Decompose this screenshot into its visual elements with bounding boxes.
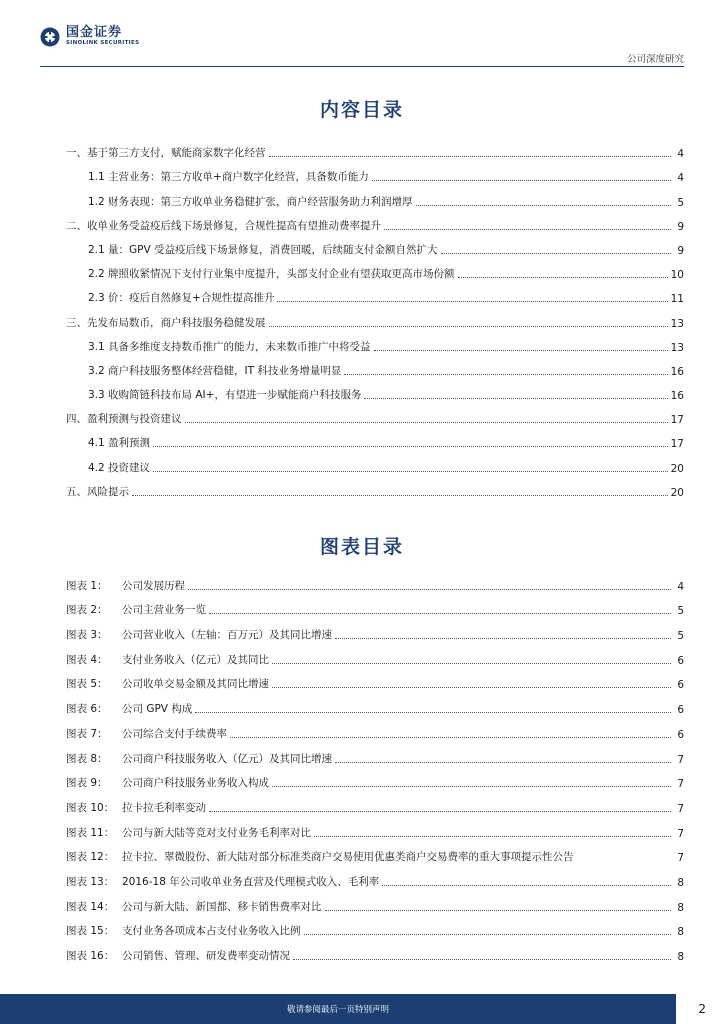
figure-entry[interactable] xyxy=(66,766,684,791)
figure-entry-label: 图表 2： xyxy=(66,604,108,617)
figure-entry[interactable] xyxy=(66,617,684,642)
toc-entry[interactable] xyxy=(66,330,684,354)
toc-entry[interactable] xyxy=(66,354,684,378)
dot-leader xyxy=(153,446,668,447)
toc-entry-page: 11 xyxy=(670,293,684,306)
figure-entry-label: 图表 5： xyxy=(66,678,108,691)
toc-entry[interactable] xyxy=(66,160,684,184)
figure-entry-label: 图表 6： xyxy=(66,703,108,716)
dot-leader xyxy=(335,762,671,763)
dot-leader xyxy=(364,398,667,399)
figure-entry[interactable] xyxy=(66,840,684,865)
toc-entry-page: 17 xyxy=(670,438,684,451)
figure-entry-page: 7 xyxy=(677,753,684,766)
dot-leader xyxy=(132,495,668,496)
figure-entry-label: 图表 8： xyxy=(66,752,108,765)
dot-leader xyxy=(416,205,671,206)
logo-chinese-name: 国金证券 xyxy=(66,25,123,40)
figure-entry-label: 图表 15： xyxy=(66,925,115,938)
toc-entry-page: 13 xyxy=(670,317,684,330)
toc-entry-page: 17 xyxy=(670,414,684,427)
dot-leader xyxy=(230,737,671,738)
toc-entry-title: 2.2 牌照收紧情况下支付行业集中度提升，头部支付企业有望获取更高市场份额 xyxy=(88,268,455,281)
figure-entry-label: 图表 4： xyxy=(66,653,108,666)
figure-entry-title: 支付业务收入（亿元）及其同比 xyxy=(122,653,269,666)
logo-english-name: SINOLINK SECURITIES xyxy=(66,40,140,46)
figure-entry[interactable] xyxy=(66,642,684,667)
figure-entry[interactable] xyxy=(66,593,684,618)
toc-entry-title: 二、收单业务受益疫后线下场景修复，合规性提高有望推动费率提升 xyxy=(66,219,381,232)
figure-entry-label: 图表 13： xyxy=(66,875,115,888)
figure-entry-title: 拉卡拉毛利率变动 xyxy=(122,801,206,814)
toc-entry[interactable] xyxy=(66,209,684,233)
logo-mark-icon xyxy=(40,27,60,47)
table-of-contents xyxy=(66,136,684,499)
figure-entry-title: 公司与新大陆等竞对支付业务毛利率对比 xyxy=(122,826,311,839)
figure-entry[interactable] xyxy=(66,864,684,889)
toc-entry[interactable] xyxy=(66,233,684,257)
toc-entry-title: 四、盈利预测与投资建议 xyxy=(66,413,182,426)
toc-entry[interactable] xyxy=(66,450,684,474)
figure-entry-title: 公司 GPV 构成 xyxy=(122,703,193,716)
dot-leader xyxy=(209,613,671,614)
disclaimer-note: 敬请参阅最后一页特别声明 xyxy=(286,1005,389,1015)
toc-entry-title: 3.3 收购简链科技布局 AI+，有望进一步赋能商户科技服务 xyxy=(88,389,362,402)
figure-entry-title: 公司商户科技服务业务收入构成 xyxy=(122,777,269,790)
figure-entry[interactable] xyxy=(66,815,684,840)
figure-entry-title: 公司主营业务一览 xyxy=(122,604,206,617)
dot-leader xyxy=(195,712,671,713)
figure-entry[interactable] xyxy=(66,889,684,914)
figure-entry-title: 公司商户科技服务收入（亿元）及其同比增速 xyxy=(122,752,332,765)
figure-entry-title: 公司收单交易金额及其同比增速 xyxy=(122,678,269,691)
dot-leader xyxy=(188,589,671,590)
figure-entry-page: 7 xyxy=(677,802,684,815)
figure-entry-page: 6 xyxy=(677,679,684,692)
figure-entry-label: 图表 12： xyxy=(66,851,115,864)
toc-entry-title: 4.1 盈利预测 xyxy=(88,437,151,450)
dot-leader xyxy=(372,180,671,181)
figure-entry-label: 图表 10： xyxy=(66,801,115,814)
figure-entry-title: 公司与新大陆、新国都、移卡销售费率对比 xyxy=(122,900,322,913)
toc-entry[interactable] xyxy=(66,378,684,402)
toc-entry-title: 五、风险提示 xyxy=(66,485,129,498)
dot-leader xyxy=(272,663,671,664)
figure-entry[interactable] xyxy=(66,741,684,766)
figure-entry-title: 公司营业收入（左轴：百万元）及其同比增速 xyxy=(122,629,332,642)
toc-entry-title: 3.1 具备多维度支持数币推广的能力，未来数币推广中将受益 xyxy=(88,340,371,353)
toc-entry-page: 4 xyxy=(677,148,684,161)
figure-entry-page: 7 xyxy=(677,778,684,791)
figure-entry-page: 8 xyxy=(677,876,684,889)
figure-entry-page: 5 xyxy=(677,630,684,643)
toc-entry-page: 10 xyxy=(670,269,684,282)
figure-entry-page: 8 xyxy=(677,951,684,963)
toc-entry[interactable] xyxy=(66,475,684,499)
toc-entry-title: 2.3 价：疫后自然修复+合规性提高推升 xyxy=(88,292,275,305)
toc-title: 内容目录 xyxy=(319,99,404,121)
dot-leader xyxy=(277,301,667,302)
figure-entry-title: 拉卡拉、翠微股份、新大陆对部分标准类商户交易使用优惠类商户交易费率的重大事项提示性公告 xyxy=(122,851,574,864)
figure-entry-page: 4 xyxy=(677,580,684,593)
toc-entry-title: 2.1 量：GPV 受益疫后线下场景修复，消费回暖，后续随支付金额自然扩大 xyxy=(88,243,438,256)
toc-entry-title: 1.1 主营业务：第三方收单+商户数字化经营，具备数币能力 xyxy=(88,171,369,184)
dot-leader xyxy=(458,277,668,278)
dot-leader xyxy=(314,836,671,837)
figure-entry[interactable] xyxy=(66,667,684,692)
toc-entry-page: 13 xyxy=(670,341,684,354)
page-number: 2 xyxy=(698,1002,706,1016)
figure-entry[interactable] xyxy=(66,790,684,815)
figure-entry[interactable] xyxy=(66,568,684,593)
page-footer xyxy=(0,994,724,1024)
figure-entry-title: 2016-18 年公司收单业务直营及代理模式收入、毛利率 xyxy=(122,875,380,888)
dot-leader xyxy=(209,811,671,812)
toc-entry-page: 16 xyxy=(670,390,684,403)
dot-leader xyxy=(269,156,672,157)
figure-entry-title: 公司综合支付手续费率 xyxy=(122,727,227,740)
figure-entry[interactable] xyxy=(66,691,684,716)
toc-entry-page: 9 xyxy=(677,220,684,233)
toc-entry[interactable] xyxy=(66,281,684,305)
header-divider xyxy=(40,66,684,67)
dot-leader xyxy=(382,885,671,886)
figure-entry-page: 7 xyxy=(677,852,684,865)
toc-entry-page: 5 xyxy=(677,196,684,209)
toc-entry-page: 16 xyxy=(670,365,684,378)
toc-entry-page: 4 xyxy=(677,172,684,185)
toc-entry-page: 9 xyxy=(677,244,684,257)
toc-entry-title: 1.2 财务表现：第三方收单业务稳健扩张，商户经营服务助力利润增厚 xyxy=(88,195,413,208)
figure-entry[interactable] xyxy=(66,938,684,963)
figure-entry-title: 公司发展历程 xyxy=(122,579,185,592)
toc-entry-page: 20 xyxy=(670,486,684,499)
figure-entry-page: 8 xyxy=(677,926,684,939)
toc-entry-title: 4.2 投资建议 xyxy=(88,461,151,474)
dot-leader xyxy=(344,374,667,375)
figure-entry-label: 图表 9： xyxy=(66,777,108,790)
figure-entry-label: 图表 7： xyxy=(66,727,108,740)
toc-entry-title: 3.2 商户科技服务整体经营稳健，IT 科技业务增量明显 xyxy=(88,364,342,377)
dot-leader xyxy=(269,326,668,327)
dot-leader xyxy=(384,229,671,230)
figure-entry-label: 图表 14： xyxy=(66,900,115,913)
toc-entry-title: 三、先发布局数币，商户科技服务稳健发展 xyxy=(66,316,266,329)
figure-entry-page: 6 xyxy=(677,654,684,667)
figure-entry-page: 6 xyxy=(677,704,684,717)
figure-entry-label: 图表 1： xyxy=(66,579,108,592)
dot-leader xyxy=(304,934,672,935)
toc-entry[interactable] xyxy=(66,257,684,281)
dot-leader xyxy=(441,253,671,254)
figure-entry-title: 支付业务各项成本占支付业务收入比例 xyxy=(122,925,301,938)
figure-entry-page: 6 xyxy=(677,728,684,741)
figure-entry-title: 公司销售、管理、研发费率变动情况 xyxy=(122,950,290,962)
dot-leader xyxy=(335,638,671,639)
company-logo xyxy=(40,26,139,47)
figure-entry-page: 5 xyxy=(677,605,684,618)
dot-leader xyxy=(374,350,668,351)
document-type: 公司深度研究 xyxy=(626,54,684,65)
figure-entry-label: 图表 11： xyxy=(66,826,115,839)
figure-entry-label: 图表 3： xyxy=(66,629,108,642)
toc-entry[interactable] xyxy=(66,402,684,426)
dot-leader xyxy=(325,910,672,911)
dot-leader xyxy=(185,422,668,423)
page-header xyxy=(0,0,724,68)
toc-entry[interactable] xyxy=(66,426,684,450)
toc-entry[interactable] xyxy=(66,305,684,329)
dot-leader xyxy=(272,687,671,688)
figure-entry-page: 8 xyxy=(677,901,684,914)
figure-entry[interactable] xyxy=(66,914,684,939)
toc-entry-page: 20 xyxy=(670,462,684,475)
figures-title: 图表目录 xyxy=(319,536,404,558)
toc-entry[interactable] xyxy=(66,136,684,160)
dot-leader xyxy=(153,471,668,472)
figure-entry-page: 7 xyxy=(677,827,684,840)
list-of-figures xyxy=(66,568,684,963)
figure-entry[interactable] xyxy=(66,716,684,741)
figure-entry-label: 图表 16： xyxy=(66,950,115,962)
toc-entry-title: 一、基于第三方支付，赋能商家数字化经营 xyxy=(66,147,266,160)
toc-entry[interactable] xyxy=(66,184,684,208)
dot-leader xyxy=(293,959,671,960)
dot-leader xyxy=(272,786,671,787)
